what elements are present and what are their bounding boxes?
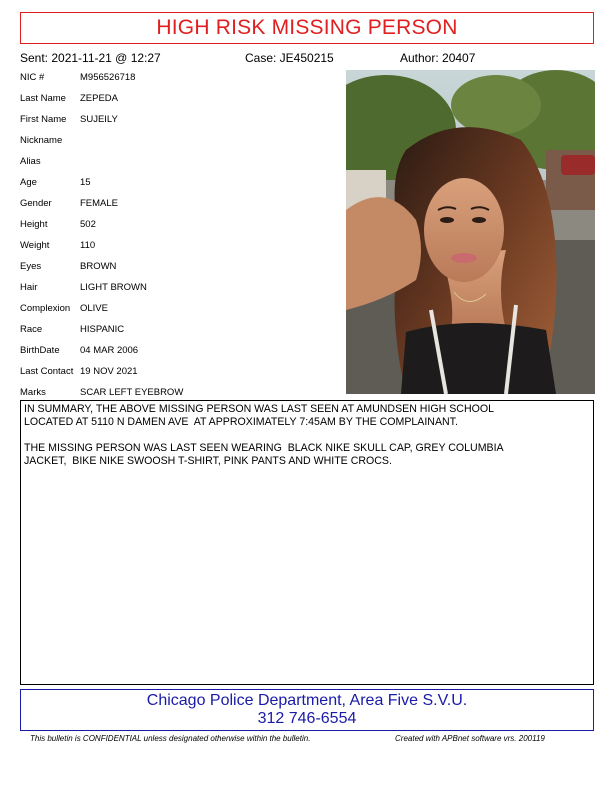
field-value: OLIVE	[80, 303, 108, 314]
agency-name: Chicago Police Department, Area Five S.V.U.	[146, 692, 468, 709]
contact-footer	[20, 689, 594, 731]
field-value: 502	[80, 219, 96, 230]
field-value: 04 MAR 2006	[80, 345, 139, 356]
field-value: 110	[80, 240, 96, 251]
field-label: Alias	[20, 156, 41, 167]
software-credit: Created with APBnet software vrs. 200119	[395, 734, 545, 743]
field-label: Hair	[20, 282, 38, 293]
case-number: Case: JE450215	[245, 51, 334, 65]
field-label: First Name	[20, 114, 67, 125]
missing-person-photo	[346, 70, 595, 394]
author-id: Author: 20407	[400, 51, 476, 65]
field-label: Race	[20, 324, 43, 335]
sent-timestamp: Sent: 2021-11-21 @ 12:27	[20, 51, 161, 65]
confidentiality-note: This bulletin is CONFIDENTIAL unless designated otherwise within the bulletin.	[30, 734, 311, 743]
contact-phone: 312 746-6554	[257, 710, 357, 727]
field-label: BirthDate	[20, 345, 60, 356]
summary-paragraph: IN SUMMARY, THE ABOVE MISSING PERSON WAS LAST SEEN AT AMUNDSEN HIGH SCHOOL LOCATED AT 5110 N DAMEN AVE AT APPROXIMATELY 7:45AM BY THE COMPLAINANT.	[24, 403, 494, 428]
field-label: Gender	[20, 198, 52, 209]
field-label: Complexion	[20, 303, 71, 314]
field-value: ZEPEDA	[80, 93, 119, 104]
field-value: 15	[80, 177, 91, 188]
field-value: FEMALE	[80, 198, 119, 209]
field-label: Nickname	[20, 135, 63, 146]
field-label: Height	[20, 219, 48, 230]
field-label: Marks	[20, 387, 46, 398]
field-value: M956526718	[80, 72, 136, 83]
field-value: SCAR LEFT EYEBROW	[80, 387, 184, 398]
field-label: Last Name	[20, 93, 66, 104]
field-value: SUJEILY	[80, 114, 118, 125]
field-label: Age	[20, 177, 37, 188]
summary-paragraph: THE MISSING PERSON WAS LAST SEEN WEARING BLACK NIKE SKULL CAP, GREY COLUMBIA JACKET, BIKE NIKE SWOOSH T-SHIRT, PINK PANTS AND WHITE CROCS.	[24, 442, 504, 467]
field-label: Weight	[20, 240, 50, 251]
incident-summary	[20, 400, 594, 685]
field-value: LIGHT BROWN	[80, 282, 147, 293]
field-label: Last Contact	[20, 366, 74, 377]
field-label: Eyes	[20, 261, 42, 272]
bulletin-title: HIGH RISK MISSING PERSON	[20, 12, 594, 44]
field-value: BROWN	[80, 261, 117, 272]
field-label: NIC #	[20, 72, 45, 83]
field-value: HISPANIC	[80, 324, 125, 335]
field-value: 19 NOV 2021	[80, 366, 138, 377]
bulletin-meta	[20, 51, 594, 65]
